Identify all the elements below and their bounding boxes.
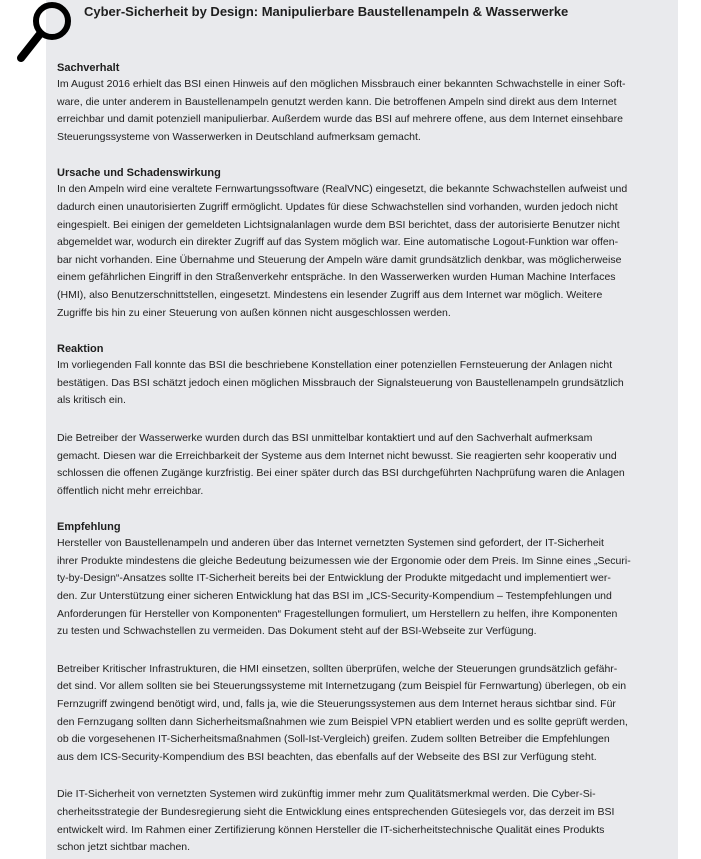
text-line: einem gefährlichen Eingriff in den Straßenverkehr entspräche. In den Wasserwerken wurden Human Machine Interfaces <box>57 271 616 284</box>
text-line: Anforderungen für Hersteller von Komponenten“ Fragestellungen formuliert, um Herstellern zu helfen, ihre Komponenten <box>57 607 618 620</box>
text-line: Die IT-Sicherheit von vernetzten Systemen wird zukünftig immer mehr zum Qualitätsmerkmal werden. Die Cyber-Si- <box>57 788 596 801</box>
text-line: eingespielt. Bei einigen der gemeldeten Lichtsignalanlagen wurde dem BSI berichtet, dass der autorisierte Benutzer nicht <box>57 218 620 231</box>
text-line: schon jetzt sichtbar machen. <box>57 841 191 854</box>
text-line: cherheitsstrategie der Bundesregierung sieht die Entwicklung eines entsprechenden Gütesiegels vor, das derzeit im BSI <box>57 806 615 818</box>
text-line: Die Betreiber der Wasserwerke wurden durch das BSI unmittelbar kontaktiert und auf den Sachverhalt aufmerksam <box>57 431 593 444</box>
text-line: det sind. Vor allem sollten sie bei Steuerungssysteme mit Internetzugang (zum Beispiel für Fernwartung) überlegen, ob ein <box>57 680 627 693</box>
text-line: ty-by-Design“-Ansatzes sollte IT-Sicherheit bereits bei der Entwicklung der Produkte mitgedacht und implementiert wer- <box>57 572 611 585</box>
section-heading: Reaktion <box>57 343 104 356</box>
text-line: als kritisch ein. <box>57 394 126 407</box>
text-line: ware, die unter anderem in Baustellenampeln genutzt werden kann. Die betroffenen Ampeln sind direkt aus dem Internet <box>57 95 617 108</box>
text-line: den Fernzugang sollten dann Sicherheitsmaßnahmen wie zum Beispiel VPN etabliert werden und es sollte geprüft werden, <box>57 715 628 728</box>
text-line: entwickelt wird. Im Rahmen einer Zertifizierung können Hersteller die IT-sicherheitstechnische Qualität eines Produkts <box>57 823 605 836</box>
text-line: dadurch einen unautorisierten Zugriff ermöglicht. Updates für diese Schwachstellen sind vorhanden, wurden jedoch nicht <box>57 200 618 213</box>
text-line: (HMI), also Benutzerschnittstellen, eingesetzt. Mindestens ein lesender Zugriff aus dem Internet war möglich. Weitere <box>57 288 603 301</box>
page-title: Cyber-Sicherheit by Design: Manipulierbare Baustellenampeln & Wasserwerke <box>84 4 569 19</box>
text-line: Hersteller von Baustellenampeln und anderen über das Internet vernetzten Systemen sind gefordert, der IT-Sicherheit <box>57 537 604 550</box>
section-heading: Sachverhalt <box>57 62 120 74</box>
text-line: öffentlich nicht mehr erreichbar. <box>57 484 204 497</box>
paragraph <box>57 181 669 322</box>
paragraph <box>57 430 669 500</box>
article-body <box>57 60 669 857</box>
section-heading: Ursache und Schadenswirkung <box>57 167 221 180</box>
text-line: Steuerungssysteme von Wasserwerken in Deutschland aufmerksam gemacht. <box>57 130 421 143</box>
text-line: den. Zur Unterstützung einer sicheren Entwicklung hat das BSI im „ICS-Security-Kompendium – Testempfehlungen und <box>57 590 612 603</box>
text-line: ihrer Produkte mindestens die gleiche Bedeutung beizumessen wie der Ergonomie oder dem Preis. Im Sinne eines „Securi- <box>57 554 631 567</box>
paragraph <box>57 786 669 856</box>
text-line: Im August 2016 erhielt das BSI einen Hinweis auf den möglichen Missbrauch einer bekannten Schwachstelle in einer Soft- <box>57 78 626 90</box>
text-line: Betreiber Kritischer Infrastrukturen, die HMI einsetzen, sollten überprüfen, welche der Steuerungen grundsätzlich gefähr- <box>57 662 618 675</box>
paragraph <box>57 76 669 146</box>
text-line: gemacht. Diesen war die Erreichbarkeit der Systeme aus dem Internet nicht bewusst. Sie reagierten sehr kooperativ und <box>57 449 617 462</box>
text-line: Zugriffe bis hin zu einer Steuerung von außen können nicht ausgeschlossen werden. <box>57 306 451 319</box>
text-line: ob die vorgesehenen IT-Sicherheitsmaßnahmen (Soll-Ist-Vergleich) greifen. Zudem sollten Betreiber die Empfehlungen <box>57 733 610 746</box>
magnifier-icon <box>14 0 76 66</box>
paragraph <box>57 357 669 410</box>
text-line: erreichbar und damit potenziell manipulierbar. Außerdem wurde das BSI auf mehrere offene, aus dem Internet einsehbare <box>57 113 623 126</box>
text-line: Im vorliegenden Fall konnte das BSI die beschriebene Konstellation einer potenziellen Fernsteuerung der Anlagen nicht <box>57 359 613 372</box>
text-line: aus dem ICS-Security-Kompendium des BSI beachten, das ebenfalls auf der Webseite des BSI zur Verfügung steht. <box>57 750 597 763</box>
text-line: Fernzugriff zwingend benötigt wird, und, falls ja, wie die Steuerungssystemen aus dem Internet heraus sichtbar sind. Für <box>57 698 616 711</box>
section-heading: Empfehlung <box>57 521 121 534</box>
text-line: In den Ampeln wird eine veraltete Fernwartungssoftware (RealVNC) eingesetzt, die bekannte Schwachstellen aufweist und <box>57 183 628 196</box>
text-line: bestätigen. Das BSI schätzt jedoch einen möglichen Missbrauch der Signalsteuerung von Baustellenampeln grundsätzlich <box>57 376 624 389</box>
paragraph <box>57 661 669 767</box>
text-line: schlossen die offenen Zugänge kurzfristig. Bei einer später durch das BSI durchgeführten Nachprüfung waren die Anlagen <box>57 467 625 480</box>
text-line: bar nicht vorhanden. Eine Übernahme und Steuerung der Ampeln wäre damit grundsätzlich denkbar, was möglicherweise <box>57 253 622 266</box>
paragraph <box>57 535 669 641</box>
text-line: abgemeldet war, wodurch ein direkter Zugriff auf das System möglich war. Eine automatische Logout-Funktion war offen- <box>57 236 619 249</box>
text-line: zu testen und Schwachstellen zu vermeiden. Das Dokument steht auf der BSI-Webseite zur Verfügung. <box>57 625 537 638</box>
